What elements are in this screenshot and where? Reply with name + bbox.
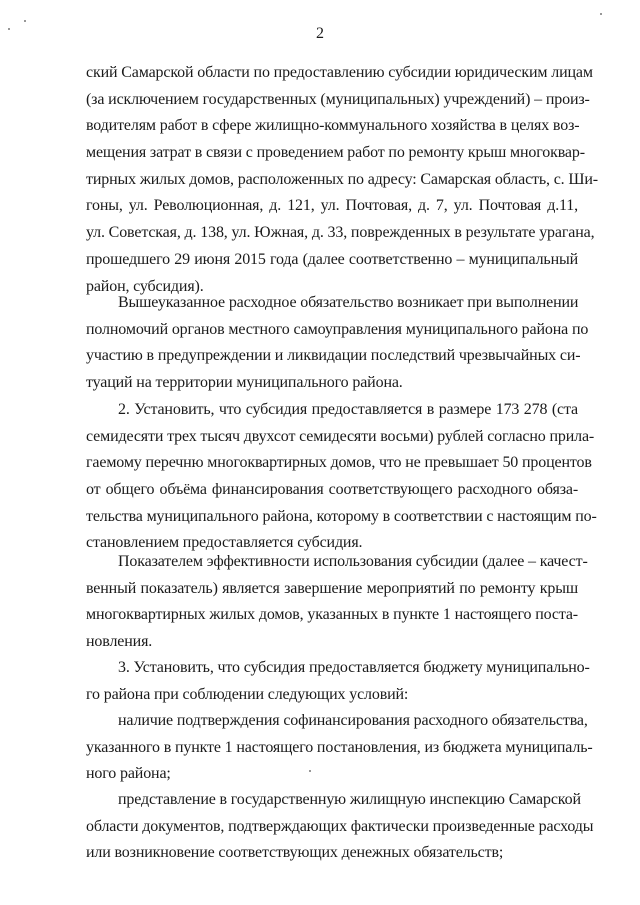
text-line: наличие подтверждения софинансирования расходного обязательства, (118, 712, 588, 729)
paragraph-condition-documents (86, 787, 594, 867)
text-line: район, субсидия). (86, 277, 204, 295)
text-line: водителям работ в сфере жилищно-коммунального хозяйства в целях воз- (86, 117, 580, 135)
paragraph-intro-continuation (86, 60, 598, 300)
text-line: (за исключением государственных (муниципальных) учреждений) – произ- (86, 90, 590, 108)
text-line: ский Самарской области по предоставлению субсидии юридическим лицам (86, 64, 593, 81)
text-line: 2. Установить, что субсидия предоставляется в размере 173 278 (ста (118, 401, 578, 418)
text-line: Показателем эффективности использования субсидии (далее – качест- (118, 553, 588, 570)
text-line: 3. Установить, что субсидия предоставляется бюджету муниципально- (118, 659, 590, 676)
text-line: Вышеуказанное расходное обязательство возникает при выполнении (118, 294, 579, 311)
text-line: ул. Советская, д. 138, ул. Южная, д. 33, поврежденных в результате урагана, (86, 224, 595, 242)
text-line: многоквартирных жилых домов, указанных в пункте 1 настоящего поста- (86, 606, 578, 624)
paragraph-item-2 (86, 397, 597, 557)
page-number: 2 (316, 25, 324, 42)
paragraph-obligation (86, 290, 589, 397)
text-line: представление в государственную жилищную инспекцию Самарской (118, 791, 581, 808)
text-line: го района при соблюдении следующих условий: (86, 685, 409, 703)
scan-speck (24, 20, 26, 22)
text-line: венный показатель) является завершение мероприятий по ремонту крыш (86, 579, 578, 597)
text-line: ного района; (86, 765, 171, 783)
text-line: области документов, подтверждающих фактически произведенные расходы (86, 817, 594, 835)
text-line: прошедшего 29 июня 2015 года (далее соответственно – муниципальный (86, 250, 578, 268)
text-line: гаемому перечню многоквартирных домов, что не превышает 50 процентов (86, 454, 592, 472)
text-line: новления. (86, 633, 153, 651)
scan-speck (600, 13, 602, 15)
text-line: семидесяти трех тысяч двухсот семидесяти восьми) рублей согласно прила- (86, 427, 595, 445)
text-line: участию в предупреждении и ликвидации последствий чрезвычайных си- (86, 347, 581, 365)
text-line: тельства муниципального района, которому в соответствии с настоящим по- (86, 507, 597, 525)
text-line: тирных жилых домов, расположенных по адресу: Самарская область, с. Ши- (86, 170, 598, 188)
text-line: или возникновение соответствующих денежных обязательств; (86, 844, 504, 862)
text-line: становлением предоставляется субсидия. (86, 534, 363, 552)
text-line: мещения затрат в связи с проведением работ по ремонту крыш многоквар- (86, 144, 585, 162)
paragraph-efficiency (86, 549, 588, 656)
text-line: туаций на территории муниципального района. (86, 374, 403, 392)
paragraph-condition-cofinancing (86, 708, 593, 788)
text-line: гоны, ул. Революционная, д. 121, ул. Почтовая, д. 7, ул. Почтовая д.11, (86, 197, 578, 215)
text-line: указанного в пункте 1 настоящего постановления, из бюджета муниципаль- (86, 738, 593, 756)
text-line: от общего объёма финансирования соответствующего расходного обяза- (86, 481, 578, 499)
paragraph-item-3 (86, 655, 590, 708)
text-line: полномочий органов местного самоуправления муниципального района по (86, 320, 589, 338)
